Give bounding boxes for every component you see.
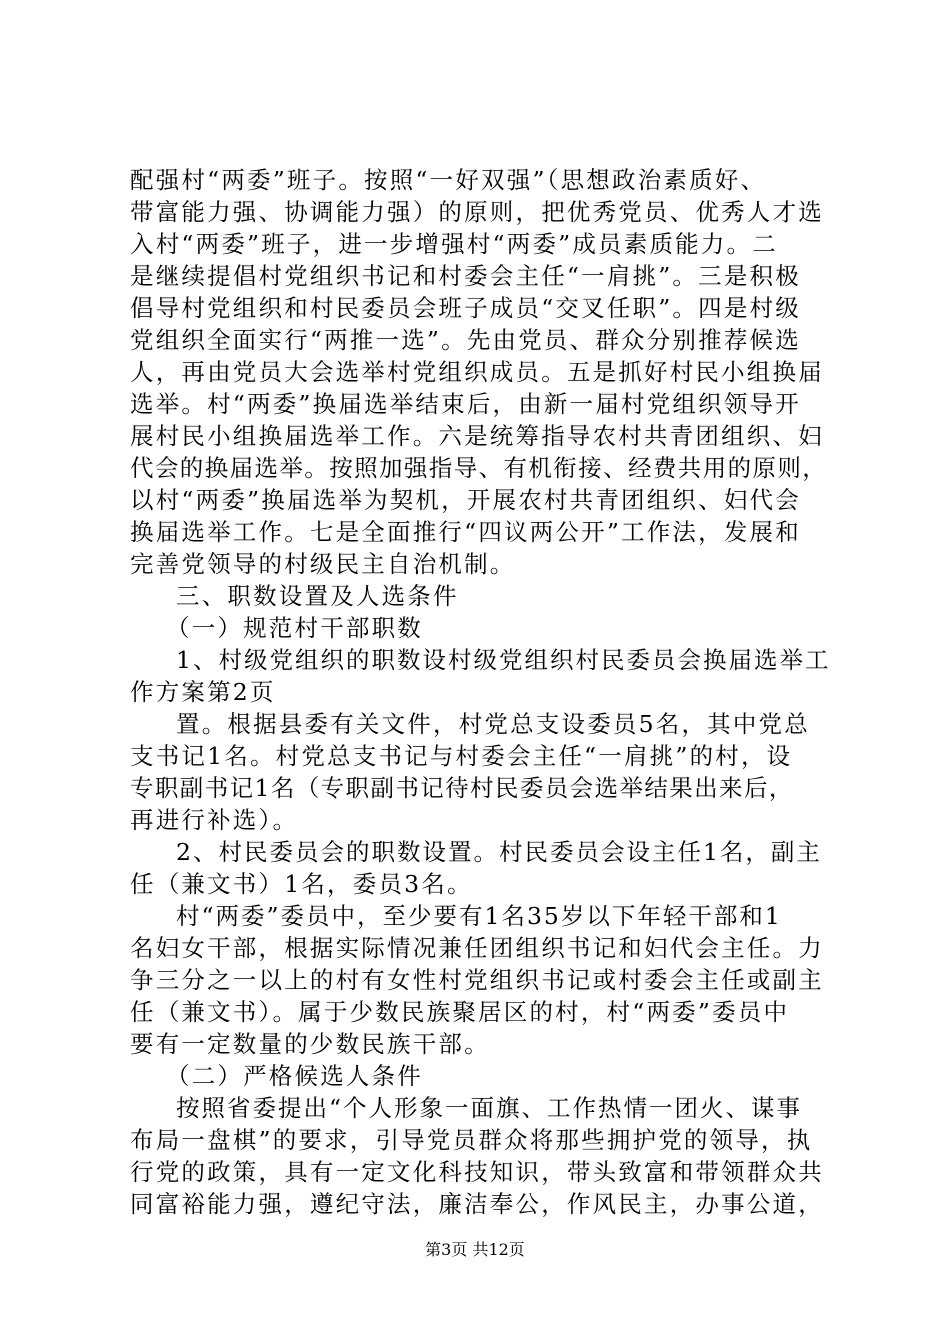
paragraph-line: 要有一定数量的少数民族干部。: [130, 1030, 490, 1058]
paragraph-line: 倡导村党组织和村民委员会班子成员“交叉任职”。四是村级: [130, 294, 801, 322]
paragraph-line: 作方案第2页: [130, 678, 276, 706]
paragraph-line: 1、村级党组织的职数设村级党组织村民委员会换届选举工: [176, 646, 831, 674]
paragraph-line: 争三分之一以上的村有女性村党组织书记或村委会主任或副主: [130, 966, 824, 994]
paragraph-line: 村“两委”委员中，至少要有1名35岁以下年轻干部和1: [176, 902, 782, 930]
paragraph-line: 是继续提倡村党组织书记和村委会主任“一肩挑”。三是积极: [130, 262, 801, 290]
paragraph-line: 任（兼文书）。属于少数民族聚居区的村，村“两委”委员中: [130, 998, 790, 1026]
paragraph-line: 任（兼文书）1名，委员3名。: [130, 870, 473, 898]
paragraph-line: 2、村民委员会的职数设置。村民委员会设主任1名，副主: [176, 838, 822, 866]
paragraph-line: 配强村“两委”班子。按照“一好双强”（思想政治素质好、: [130, 166, 767, 194]
paragraph-line: 同富裕能力强，遵纪守法，廉洁奉公，作风民主，办事公道，: [130, 1190, 824, 1218]
paragraph-line: 入村“两委”班子，进一步增强村“两委”成员素质能力。二: [130, 230, 778, 258]
paragraph-line: 专职副书记1名（专职副书记待村民委员会选举结果出来后，: [130, 774, 794, 802]
paragraph-line: 换届选举工作。七是全面推行“四议两公开”工作法，发展和: [130, 518, 801, 546]
paragraph-line: 带富能力强、协调能力强）的原则，把优秀党员、优秀人才选: [130, 198, 824, 226]
paragraph-line: 置。根据县委有关文件，村党总支设委员5名，其中党总: [176, 710, 810, 738]
subsection-heading: （二）严格候选人条件: [166, 1062, 423, 1090]
paragraph-line: 完善党领导的村级民主自治机制。: [130, 550, 516, 578]
subsection-heading: （一）规范村干部职数: [166, 614, 423, 642]
page-number-footer: 第3页 共12页: [425, 1240, 525, 1259]
paragraph-line: 代会的换届选举。按照加强指导、有机衔接、经费共用的原则，: [130, 454, 828, 482]
paragraph-line: 人，再由党员大会选举村党组织成员。五是抓好村民小组换届: [130, 358, 824, 386]
paragraph-line: 再进行补选）。: [130, 806, 299, 834]
paragraph-line: 展村民小组换届选举工作。六是统筹指导农村共青团组织、妇: [130, 422, 824, 450]
paragraph-line: 党组织全面实行“两推一选”。先由党员、群众分别推荐候选: [130, 326, 801, 354]
paragraph-line: 名妇女干部，根据实际情况兼任团组织书记和妇代会主任。力: [130, 934, 824, 962]
paragraph-line: 布局一盘棋”的要求，引导党员群众将那些拥护党的领导，执: [130, 1126, 813, 1154]
section-heading: 三、职数设置及人选条件: [176, 582, 459, 610]
paragraph-line: 行党的政策，具有一定文化科技知识，带头致富和带领群众共: [130, 1158, 824, 1186]
paragraph-line: 按照省委提出“个人形象一面旗、工作热情一团火、谋事: [176, 1094, 803, 1122]
paragraph-line: 以村“两委”换届选举为契机，开展农村共青团组织、妇代会: [130, 486, 801, 514]
paragraph-line: 选举。村“两委”换届选举结束后，由新一届村党组织领导开: [130, 390, 801, 418]
paragraph-line: 支书记1名。村党总支书记与村委会主任“一肩挑”的村，设: [130, 742, 793, 770]
